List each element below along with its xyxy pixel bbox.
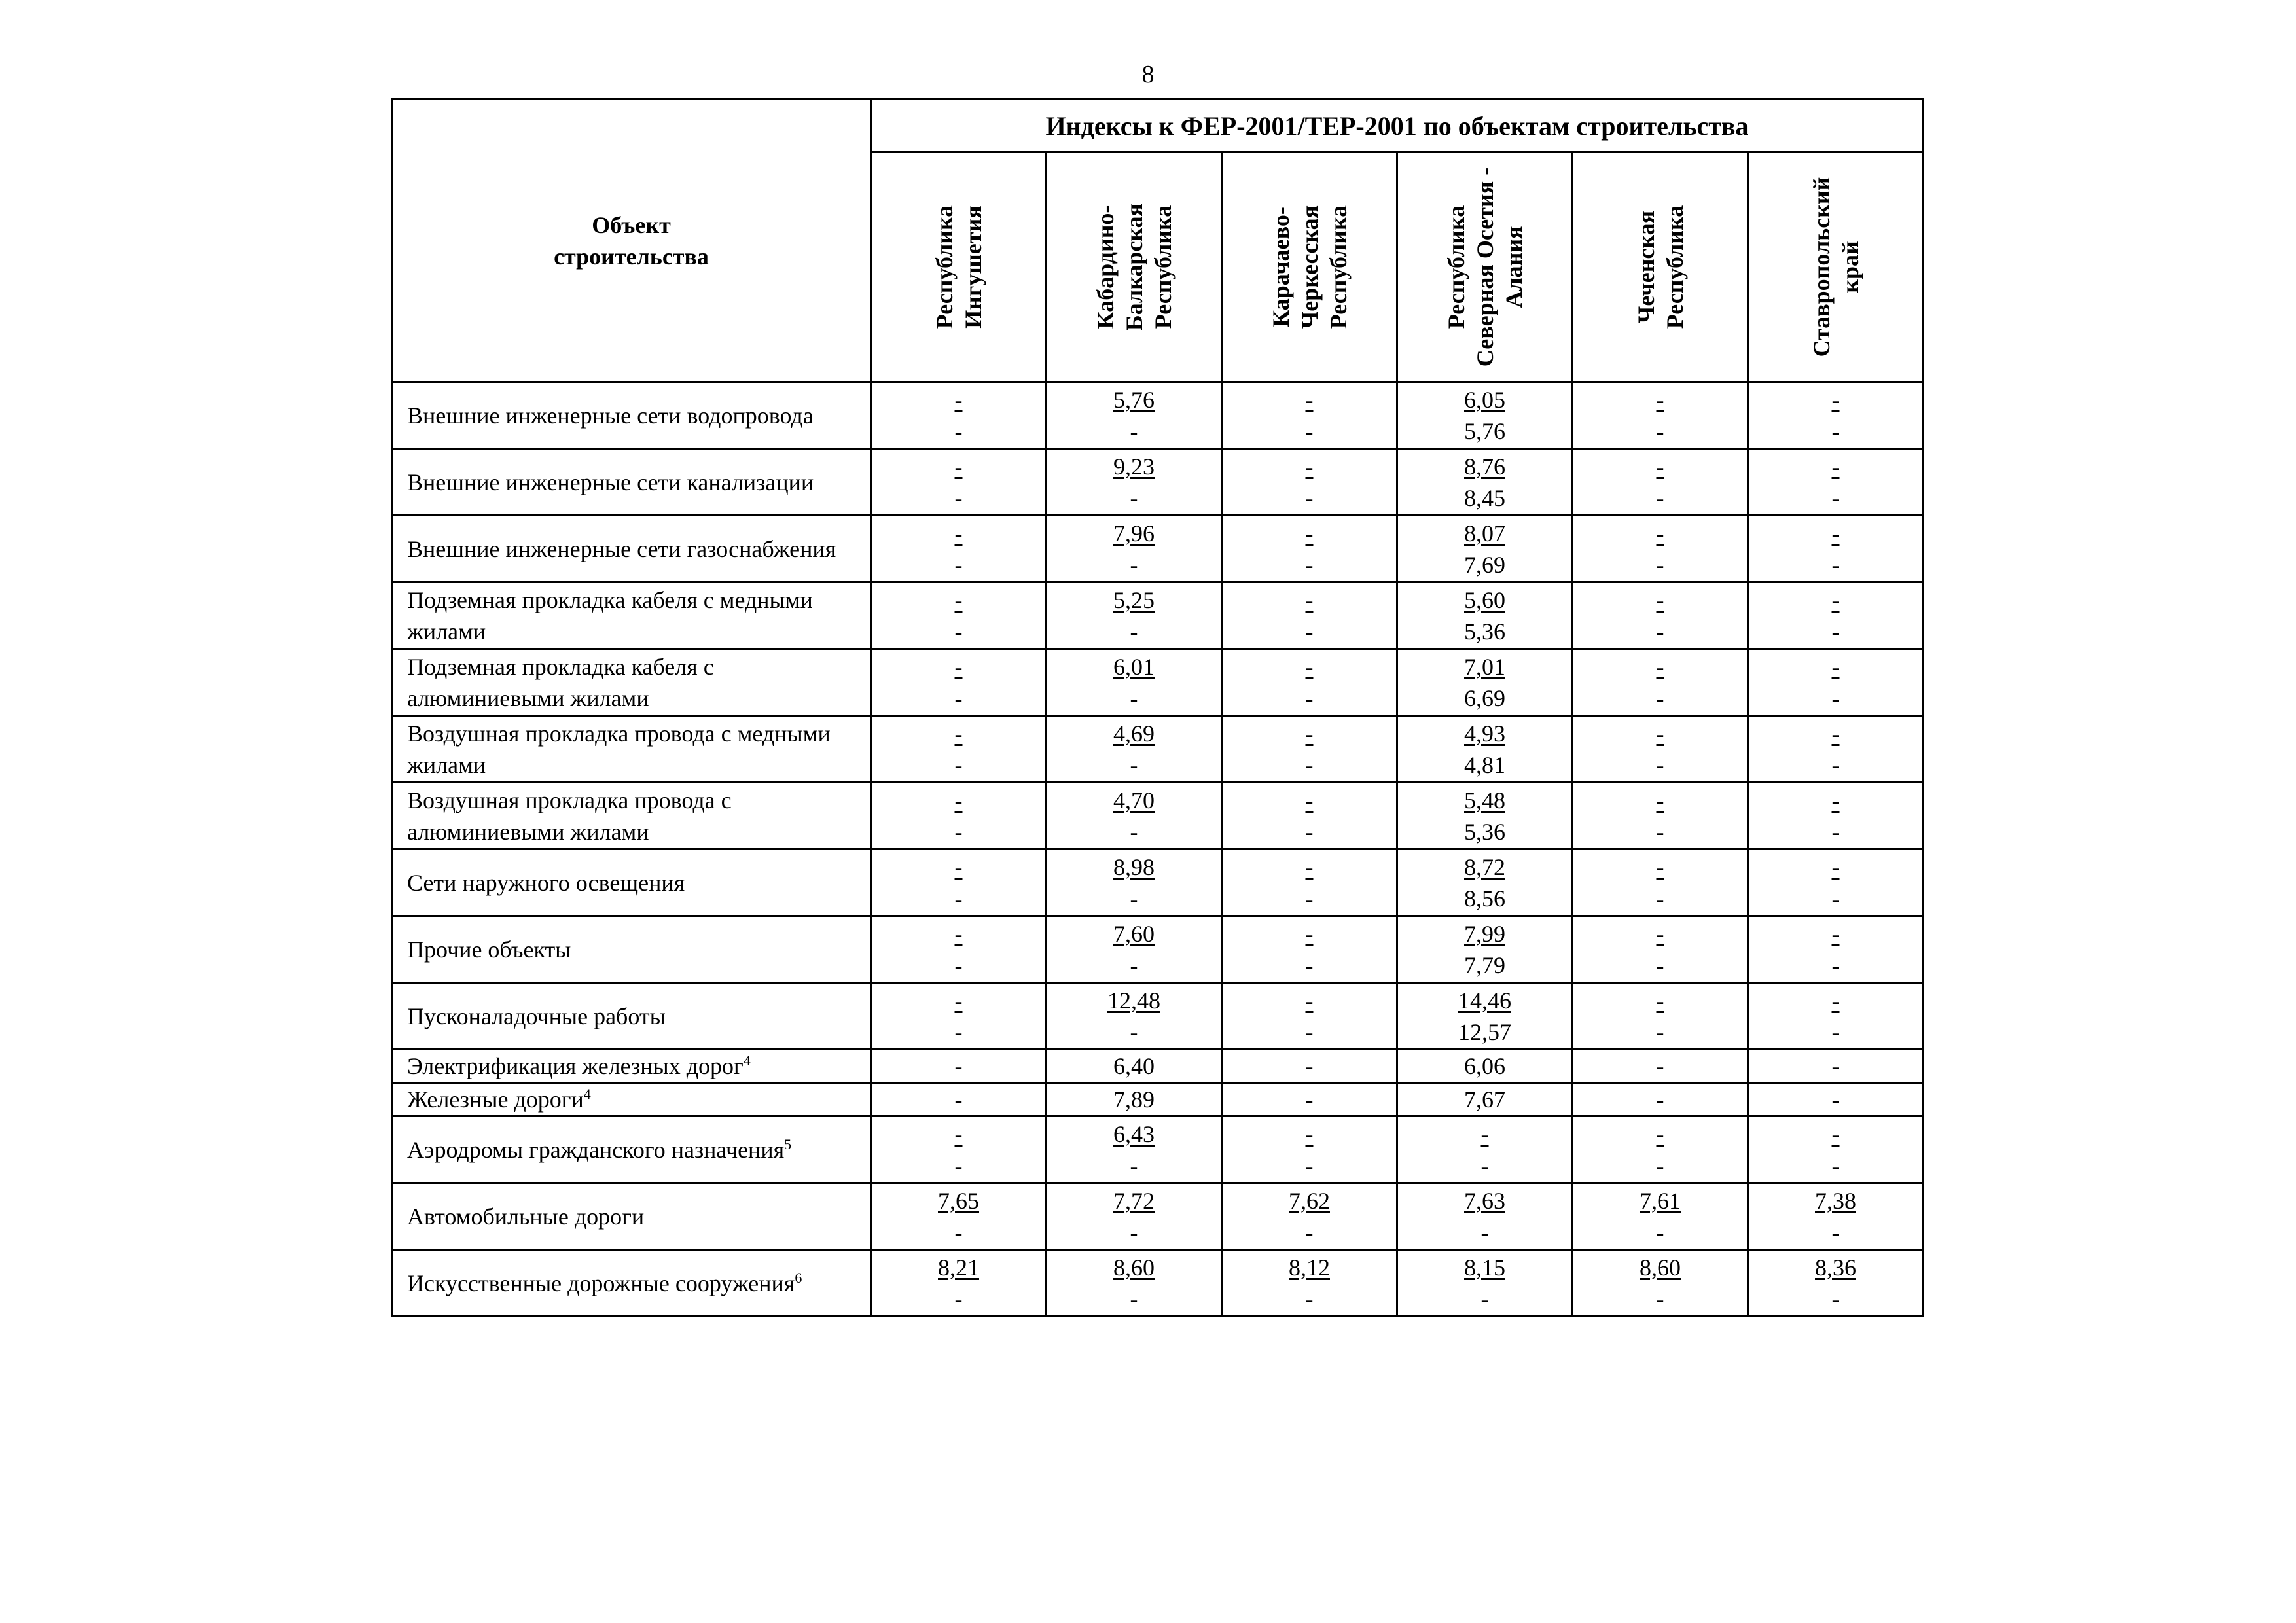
index-value-bottom: - bbox=[1656, 484, 1664, 511]
index-value-top: 7,60 bbox=[1113, 920, 1155, 947]
index-cell bbox=[1397, 849, 1573, 916]
index-value-top: 4,70 bbox=[1113, 787, 1155, 813]
index-cell bbox=[1573, 916, 1748, 983]
index-value-top: 8,60 bbox=[1640, 1254, 1681, 1281]
index-value-top: - bbox=[1656, 453, 1664, 480]
index-value-bottom: - bbox=[954, 885, 963, 912]
index-cell bbox=[871, 916, 1047, 983]
object-name: Внешние инженерные сети газоснабжения bbox=[392, 516, 871, 582]
index-value-bottom: - bbox=[954, 418, 963, 444]
index-value-top: 7,96 bbox=[1113, 520, 1155, 546]
index-cell bbox=[1573, 516, 1748, 582]
index-cell bbox=[1397, 1116, 1573, 1183]
index-value-bottom: - bbox=[1656, 751, 1664, 778]
index-value-bottom: - bbox=[1305, 551, 1314, 578]
index-value-top: - bbox=[1305, 453, 1314, 480]
index-cell bbox=[1222, 1183, 1397, 1250]
index-value-top: - bbox=[1831, 920, 1840, 947]
index-value-bottom: - bbox=[1480, 1285, 1489, 1312]
object-name: Пусконаладочные работы bbox=[392, 983, 871, 1050]
index-value-top: - bbox=[1305, 720, 1314, 747]
index-value-top: - bbox=[1831, 720, 1840, 747]
index-cell bbox=[1748, 582, 1924, 649]
index-value-bottom: - bbox=[954, 1285, 963, 1312]
index-value-bottom: - bbox=[1831, 952, 1840, 978]
index-value-bottom: - bbox=[1831, 1152, 1840, 1179]
region-header bbox=[1748, 152, 1924, 382]
index-cell bbox=[1748, 1116, 1924, 1183]
object-name: Воздушная прокладка провода с алюминиевыми жилами bbox=[392, 783, 871, 849]
index-value-top: - bbox=[1656, 386, 1664, 413]
index-value-bottom: - bbox=[1130, 551, 1138, 578]
index-cell bbox=[1222, 1116, 1397, 1183]
index-value-bottom: - bbox=[1831, 618, 1840, 645]
table-row bbox=[392, 1250, 1924, 1317]
index-value-bottom: - bbox=[1656, 551, 1664, 578]
index-cell: 6,06 bbox=[1397, 1050, 1573, 1083]
index-cell: 7,67 bbox=[1397, 1083, 1573, 1116]
indices-table bbox=[391, 98, 1924, 1317]
index-value-top: - bbox=[1480, 1120, 1489, 1147]
index-value-top: - bbox=[1305, 653, 1314, 680]
index-value-top: - bbox=[1831, 987, 1840, 1014]
index-cell bbox=[1573, 783, 1748, 849]
region-header-label: Республика Ингушетия bbox=[931, 205, 986, 329]
index-cell bbox=[1397, 516, 1573, 582]
table-row bbox=[392, 1116, 1924, 1183]
index-value-bottom: - bbox=[1305, 885, 1314, 912]
index-value-top: - bbox=[1305, 853, 1314, 880]
table-row bbox=[392, 983, 1924, 1050]
index-cell bbox=[1748, 649, 1924, 716]
index-value-bottom: - bbox=[1656, 618, 1664, 645]
index-cell bbox=[1222, 516, 1397, 582]
index-cell bbox=[1222, 582, 1397, 649]
index-value-top: - bbox=[1831, 386, 1840, 413]
index-value-bottom: 5,76 bbox=[1464, 418, 1505, 444]
object-name: Внешние инженерные сети водопровода bbox=[392, 382, 871, 449]
index-value-top: 5,60 bbox=[1464, 586, 1505, 613]
index-value-top: 8,72 bbox=[1464, 853, 1505, 880]
table-row bbox=[392, 382, 1924, 449]
region-header-label: Карачаево-Черкесская Республика bbox=[1267, 205, 1352, 329]
index-cell bbox=[1047, 916, 1222, 983]
index-value-bottom: 7,79 bbox=[1464, 952, 1505, 978]
index-value-top: 8,21 bbox=[938, 1254, 979, 1281]
object-name: Воздушная прокладка провода с медными жилами bbox=[392, 716, 871, 783]
index-cell: - bbox=[871, 1050, 1047, 1083]
index-cell bbox=[1047, 849, 1222, 916]
index-value-top: - bbox=[1831, 853, 1840, 880]
index-value-bottom: - bbox=[1831, 484, 1840, 511]
index-cell bbox=[1573, 582, 1748, 649]
index-value-bottom: - bbox=[1305, 1018, 1314, 1045]
index-value-top: 7,38 bbox=[1815, 1187, 1856, 1214]
index-value-bottom: - bbox=[1831, 418, 1840, 444]
index-value-bottom: 5,36 bbox=[1464, 618, 1505, 645]
index-cell bbox=[1748, 916, 1924, 983]
index-cell bbox=[1573, 716, 1748, 783]
index-value-bottom: - bbox=[1130, 484, 1138, 511]
index-cell: 6,40 bbox=[1047, 1050, 1222, 1083]
index-value-top: 6,01 bbox=[1113, 653, 1155, 680]
index-cell bbox=[1748, 716, 1924, 783]
index-value-bottom: - bbox=[1831, 818, 1840, 845]
index-cell bbox=[1573, 849, 1748, 916]
index-value-bottom: - bbox=[1831, 685, 1840, 711]
index-value-bottom: - bbox=[954, 751, 963, 778]
index-value-top: 9,23 bbox=[1113, 453, 1155, 480]
index-cell: - bbox=[1748, 1050, 1924, 1083]
index-value-top: - bbox=[1305, 386, 1314, 413]
index-value-top: 5,76 bbox=[1113, 386, 1155, 413]
page-number: 8 bbox=[1141, 61, 1155, 88]
index-cell bbox=[1748, 516, 1924, 582]
index-value-top: - bbox=[954, 520, 963, 546]
table-row bbox=[392, 1183, 1924, 1250]
index-cell bbox=[1573, 382, 1748, 449]
index-cell bbox=[1047, 449, 1222, 516]
index-value-bottom: - bbox=[1305, 952, 1314, 978]
index-value-bottom: - bbox=[1130, 1152, 1138, 1179]
index-cell bbox=[1573, 649, 1748, 716]
index-value-top: 6,05 bbox=[1464, 386, 1505, 413]
index-value-bottom: - bbox=[1656, 685, 1664, 711]
index-cell bbox=[1573, 983, 1748, 1050]
index-value-bottom: 6,69 bbox=[1464, 685, 1505, 711]
region-header-label: Кабардино-Балкарская Республика bbox=[1092, 203, 1176, 331]
index-value-bottom: - bbox=[1305, 1219, 1314, 1245]
index-cell: - bbox=[1573, 1050, 1748, 1083]
index-value-top: - bbox=[1831, 520, 1840, 546]
index-value-bottom: - bbox=[1305, 1152, 1314, 1179]
index-cell bbox=[1222, 382, 1397, 449]
index-value-bottom: 8,56 bbox=[1464, 885, 1505, 912]
index-value-top: 4,93 bbox=[1464, 720, 1505, 747]
index-cell bbox=[1397, 716, 1573, 783]
index-value-bottom: - bbox=[1130, 1219, 1138, 1245]
index-cell bbox=[871, 1116, 1047, 1183]
index-cell bbox=[1222, 916, 1397, 983]
index-value-bottom: 12,57 bbox=[1458, 1018, 1511, 1045]
index-value-bottom: - bbox=[954, 952, 963, 978]
index-value-bottom: - bbox=[1305, 685, 1314, 711]
index-value-bottom: 7,69 bbox=[1464, 551, 1505, 578]
table-row bbox=[392, 783, 1924, 849]
index-value-top: - bbox=[1656, 987, 1664, 1014]
index-value-top: - bbox=[1305, 586, 1314, 613]
index-cell bbox=[1397, 582, 1573, 649]
table-row bbox=[392, 449, 1924, 516]
index-value-top: - bbox=[1656, 520, 1664, 546]
index-value-top: - bbox=[1305, 1120, 1314, 1147]
index-value-bottom: - bbox=[954, 551, 963, 578]
index-cell bbox=[1573, 449, 1748, 516]
index-value-top: - bbox=[954, 653, 963, 680]
index-value-bottom: - bbox=[1130, 885, 1138, 912]
index-cell bbox=[1047, 516, 1222, 582]
index-value-top: - bbox=[954, 453, 963, 480]
index-cell bbox=[1397, 649, 1573, 716]
index-cell bbox=[1397, 449, 1573, 516]
region-header bbox=[1222, 152, 1397, 382]
index-cell bbox=[1222, 649, 1397, 716]
index-cell bbox=[1573, 1116, 1748, 1183]
region-header bbox=[1573, 152, 1748, 382]
index-value-top: 12,48 bbox=[1107, 987, 1160, 1014]
index-value-top: - bbox=[1831, 1120, 1840, 1147]
index-value-top: - bbox=[954, 720, 963, 747]
index-cell: - bbox=[871, 1083, 1047, 1116]
region-header bbox=[871, 152, 1047, 382]
index-value-bottom: - bbox=[1831, 1219, 1840, 1245]
index-value-top: 5,25 bbox=[1113, 586, 1155, 613]
index-value-bottom: - bbox=[1130, 1018, 1138, 1045]
index-cell bbox=[1047, 716, 1222, 783]
index-value-top: 8,36 bbox=[1815, 1254, 1856, 1281]
index-value-bottom: - bbox=[1480, 1219, 1489, 1245]
index-value-top: 5,48 bbox=[1464, 787, 1505, 813]
index-value-bottom: - bbox=[1305, 484, 1314, 511]
index-cell bbox=[1222, 716, 1397, 783]
index-value-bottom: - bbox=[1656, 1285, 1664, 1312]
footnote-mark: 6 bbox=[795, 1269, 802, 1286]
index-value-top: - bbox=[1305, 987, 1314, 1014]
index-cell bbox=[871, 382, 1047, 449]
index-value-top: 8,15 bbox=[1464, 1254, 1505, 1281]
index-cell bbox=[1047, 1116, 1222, 1183]
index-value-bottom: - bbox=[1305, 751, 1314, 778]
region-header-label: Чеченская Республика bbox=[1632, 205, 1688, 329]
index-cell bbox=[1748, 983, 1924, 1050]
index-value-top: - bbox=[954, 386, 963, 413]
index-value-bottom: - bbox=[1305, 418, 1314, 444]
index-cell bbox=[1397, 1250, 1573, 1317]
index-value-top: - bbox=[1831, 453, 1840, 480]
index-cell bbox=[1573, 1183, 1748, 1250]
table-row bbox=[392, 1050, 1924, 1083]
index-cell bbox=[871, 783, 1047, 849]
index-value-top: - bbox=[954, 920, 963, 947]
index-value-top: 4,69 bbox=[1113, 720, 1155, 747]
index-value-top: - bbox=[954, 1120, 963, 1147]
index-value-top: - bbox=[1656, 586, 1664, 613]
table-row bbox=[392, 582, 1924, 649]
index-cell bbox=[871, 1250, 1047, 1317]
index-value-bottom: - bbox=[1656, 418, 1664, 444]
index-value-top: 8,07 bbox=[1464, 520, 1505, 546]
index-cell: - bbox=[1573, 1083, 1748, 1116]
index-value-top: 7,63 bbox=[1464, 1187, 1505, 1214]
index-value-top: - bbox=[1305, 920, 1314, 947]
index-value-bottom: - bbox=[954, 1152, 963, 1179]
index-value-bottom: - bbox=[1130, 818, 1138, 845]
index-cell bbox=[1047, 649, 1222, 716]
index-value-top: 14,46 bbox=[1458, 987, 1511, 1014]
index-value-top: - bbox=[954, 787, 963, 813]
table-row bbox=[392, 849, 1924, 916]
index-value-top: - bbox=[954, 987, 963, 1014]
index-value-top: - bbox=[1831, 787, 1840, 813]
index-value-top: 7,61 bbox=[1640, 1187, 1681, 1214]
index-cell bbox=[1397, 983, 1573, 1050]
index-value-top: 8,98 bbox=[1113, 853, 1155, 880]
index-cell bbox=[871, 849, 1047, 916]
index-cell bbox=[1047, 1250, 1222, 1317]
index-value-top: - bbox=[1656, 853, 1664, 880]
index-value-bottom: - bbox=[1656, 1219, 1664, 1245]
index-cell bbox=[871, 1183, 1047, 1250]
index-value-bottom: - bbox=[1130, 952, 1138, 978]
index-value-top: - bbox=[1656, 653, 1664, 680]
table-row bbox=[392, 916, 1924, 983]
region-header bbox=[1397, 152, 1573, 382]
footnote-mark: 4 bbox=[743, 1052, 751, 1069]
index-value-bottom: - bbox=[954, 484, 963, 511]
index-cell bbox=[1748, 783, 1924, 849]
index-value-top: - bbox=[1831, 653, 1840, 680]
footnote-mark: 5 bbox=[784, 1135, 792, 1152]
index-value-bottom: - bbox=[1130, 618, 1138, 645]
index-cell bbox=[1748, 382, 1924, 449]
table-row bbox=[392, 716, 1924, 783]
index-cell bbox=[1748, 1250, 1924, 1317]
index-value-bottom: - bbox=[1831, 751, 1840, 778]
index-cell bbox=[1222, 849, 1397, 916]
index-value-bottom: - bbox=[1480, 1152, 1489, 1179]
index-value-bottom: - bbox=[1656, 885, 1664, 912]
object-name: Электрификация железных дорог$^4$ bbox=[392, 1050, 871, 1083]
index-value-bottom: - bbox=[1305, 618, 1314, 645]
index-cell bbox=[1573, 1250, 1748, 1317]
index-cell bbox=[1748, 449, 1924, 516]
index-cell bbox=[871, 716, 1047, 783]
index-cell bbox=[1222, 1250, 1397, 1317]
index-value-bottom: - bbox=[1130, 1285, 1138, 1312]
object-name: Подземная прокладка кабеля с алюминиевыми жилами bbox=[392, 649, 871, 716]
index-cell bbox=[1047, 783, 1222, 849]
table-row bbox=[392, 516, 1924, 582]
index-value-bottom: - bbox=[1130, 751, 1138, 778]
index-value-bottom: - bbox=[1656, 1152, 1664, 1179]
index-value-bottom: - bbox=[1656, 1018, 1664, 1045]
index-cell bbox=[1047, 582, 1222, 649]
index-cell bbox=[1397, 1183, 1573, 1250]
index-value-top: 6,43 bbox=[1113, 1120, 1155, 1147]
object-name: Подземная прокладка кабеля с медными жилами bbox=[392, 582, 871, 649]
index-value-top: - bbox=[1656, 787, 1664, 813]
index-cell bbox=[1397, 382, 1573, 449]
index-cell bbox=[1047, 983, 1222, 1050]
index-value-top: 8,76 bbox=[1464, 453, 1505, 480]
index-value-top: 7,62 bbox=[1289, 1187, 1330, 1214]
table-row bbox=[392, 1083, 1924, 1116]
index-cell bbox=[1397, 783, 1573, 849]
index-value-top: 8,12 bbox=[1289, 1254, 1330, 1281]
index-cell bbox=[1748, 1183, 1924, 1250]
object-name: Железные дороги$^4$ bbox=[392, 1083, 871, 1116]
table-row bbox=[392, 649, 1924, 716]
index-value-top: 7,72 bbox=[1113, 1187, 1155, 1214]
index-value-top: 7,01 bbox=[1464, 653, 1505, 680]
index-value-top: - bbox=[1305, 787, 1314, 813]
index-value-bottom: - bbox=[1130, 418, 1138, 444]
index-value-bottom: - bbox=[954, 1018, 963, 1045]
index-value-top: 8,60 bbox=[1113, 1254, 1155, 1281]
index-value-bottom: - bbox=[1305, 818, 1314, 845]
index-value-bottom: - bbox=[954, 1219, 963, 1245]
region-header-label: Ставропольский край bbox=[1808, 177, 1863, 357]
index-value-bottom: - bbox=[1130, 685, 1138, 711]
index-value-bottom: - bbox=[1831, 551, 1840, 578]
object-name: Аэродромы гражданского назначения$^5$ bbox=[392, 1116, 871, 1183]
index-value-top: 7,65 bbox=[938, 1187, 979, 1214]
object-name: Сети наружного освещения bbox=[392, 849, 871, 916]
index-cell: - bbox=[1222, 1050, 1397, 1083]
index-cell bbox=[1222, 449, 1397, 516]
index-value-bottom: 4,81 bbox=[1464, 751, 1505, 778]
index-value-top: - bbox=[1831, 586, 1840, 613]
object-name: Прочие объекты bbox=[392, 916, 871, 983]
index-value-bottom: - bbox=[1305, 1285, 1314, 1312]
index-cell: - bbox=[1748, 1083, 1924, 1116]
index-value-bottom: - bbox=[1656, 818, 1664, 845]
object-name: Автомобильные дороги bbox=[392, 1183, 871, 1250]
region-header bbox=[1047, 152, 1222, 382]
index-value-top: - bbox=[1656, 720, 1664, 747]
index-value-bottom: - bbox=[1831, 1285, 1840, 1312]
index-cell bbox=[871, 516, 1047, 582]
index-cell bbox=[1047, 1183, 1222, 1250]
index-cell bbox=[871, 449, 1047, 516]
index-value-top: - bbox=[954, 586, 963, 613]
index-value-bottom: - bbox=[954, 618, 963, 645]
index-cell: - bbox=[1222, 1083, 1397, 1116]
index-value-top: 7,99 bbox=[1464, 920, 1505, 947]
index-cell bbox=[871, 983, 1047, 1050]
index-cell bbox=[1222, 983, 1397, 1050]
index-cell bbox=[1748, 849, 1924, 916]
index-cell bbox=[1222, 783, 1397, 849]
object-name: Внешние инженерные сети канализации bbox=[392, 449, 871, 516]
index-value-top: - bbox=[1656, 920, 1664, 947]
group-header: Индексы к ФЕР-2001/ТЕР-2001 по объектам строительства bbox=[871, 99, 1924, 152]
index-value-top: - bbox=[954, 853, 963, 880]
index-value-bottom: - bbox=[954, 818, 963, 845]
index-cell: 7,89 bbox=[1047, 1083, 1222, 1116]
index-value-bottom: 5,36 bbox=[1464, 818, 1505, 845]
index-cell bbox=[1047, 382, 1222, 449]
index-value-bottom: 8,45 bbox=[1464, 484, 1505, 511]
index-value-bottom: - bbox=[954, 685, 963, 711]
object-name: Искусственные дорожные сооружения$^6$ bbox=[392, 1250, 871, 1317]
object-column-header: Объект строительства bbox=[392, 99, 871, 382]
index-cell bbox=[871, 582, 1047, 649]
index-cell bbox=[1397, 916, 1573, 983]
index-value-top: - bbox=[1656, 1120, 1664, 1147]
region-header-label: Республика Северная Осетия - Алания bbox=[1443, 167, 1527, 367]
index-value-bottom: - bbox=[1656, 952, 1664, 978]
index-value-bottom: - bbox=[1831, 1018, 1840, 1045]
index-cell bbox=[871, 649, 1047, 716]
index-value-top: - bbox=[1305, 520, 1314, 546]
footnote-mark: 4 bbox=[583, 1086, 591, 1102]
index-value-bottom: - bbox=[1831, 885, 1840, 912]
